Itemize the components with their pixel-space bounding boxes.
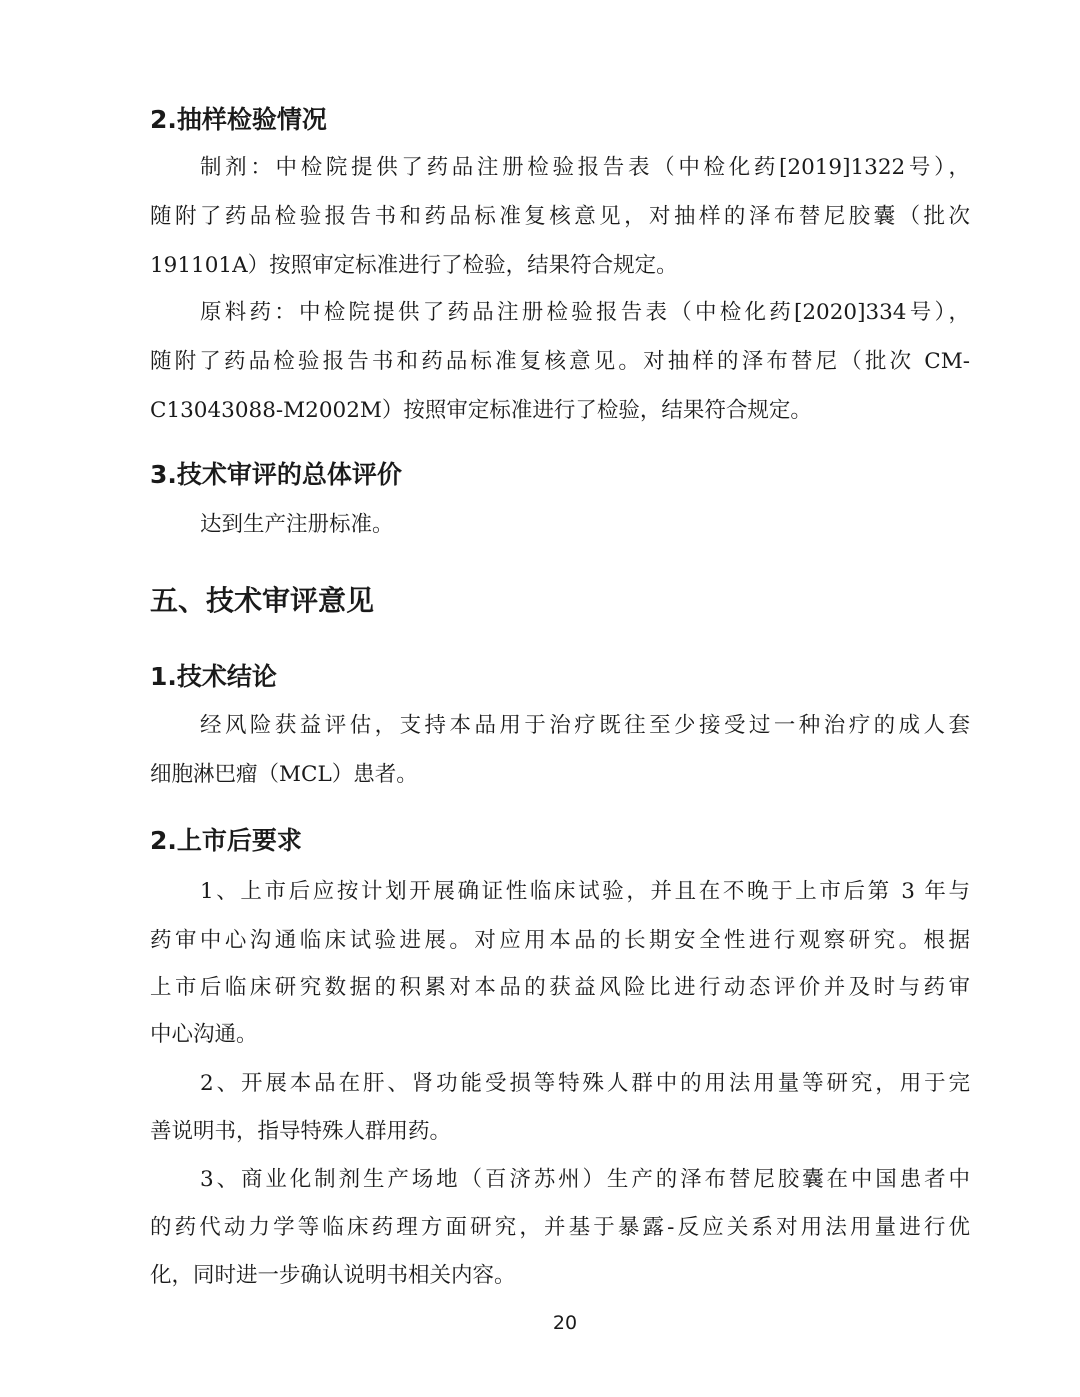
paragraph-line: 上市后临床研究数据的积累对本品的获益风险比进行动态评价并及时与药审 <box>150 975 970 1000</box>
paragraph-line: 原料药：中检院提供了药品注册检验报告表（中检化药[2020]334号）， <box>200 300 970 325</box>
paragraph-line: 191101A）按照审定标准进行了检验，结果符合规定。 <box>150 253 678 278</box>
heading-technical-conclusion: 1.技术结论 <box>150 662 277 691</box>
heading-technical-review-opinion: 五、技术审评意见 <box>150 584 375 617</box>
paragraph-line: 的药代动力学等临床药理方面研究，并基于暴露-反应关系对用法用量进行优 <box>150 1215 970 1240</box>
paragraph-line: 细胞淋巴瘤（MCL）患者。 <box>150 762 418 787</box>
paragraph-line: 3、商业化制剂生产场地（百济苏州）生产的泽布替尼胶囊在中国患者中 <box>200 1167 970 1192</box>
paragraph-line: 化，同时进一步确认说明书相关内容。 <box>150 1263 516 1288</box>
heading-post-marketing-requirements: 2.上市后要求 <box>150 826 302 855</box>
paragraph-line: 制剂：中检院提供了药品注册检验报告表（中检化药[2019]1322号）， <box>200 155 970 180</box>
paragraph-line: C13043088-M2002M）按照审定标准进行了检验，结果符合规定。 <box>150 398 812 423</box>
paragraph-line: 随附了药品检验报告书和药品标准复核意见。对抽样的泽布替尼（批次 CM- <box>150 349 970 374</box>
page-number: 20 <box>552 1312 578 1334</box>
paragraph-line: 中心沟通。 <box>150 1022 258 1047</box>
paragraph-line: 经风险获益评估，支持本品用于治疗既往至少接受过一种治疗的成人套 <box>200 713 970 738</box>
paragraph-line: 善说明书，指导特殊人群用药。 <box>150 1119 452 1144</box>
paragraph-line: 1、上市后应按计划开展确证性临床试验，并且在不晚于上市后第 3 年与 <box>200 879 970 904</box>
paragraph-line: 药审中心沟通临床试验进展。对应用本品的长期安全性进行观察研究。根据 <box>150 928 970 953</box>
heading-overall-evaluation: 3.技术审评的总体评价 <box>150 460 402 489</box>
paragraph-line: 随附了药品检验报告书和药品标准复核意见，对抽样的泽布替尼胶囊（批次 <box>150 204 970 229</box>
heading-sampling-inspection: 2.抽样检验情况 <box>150 105 327 134</box>
paragraph-line: 达到生产注册标准。 <box>200 512 394 537</box>
paragraph-line: 2、开展本品在肝、肾功能受损等特殊人群中的用法用量等研究，用于完 <box>200 1071 970 1096</box>
